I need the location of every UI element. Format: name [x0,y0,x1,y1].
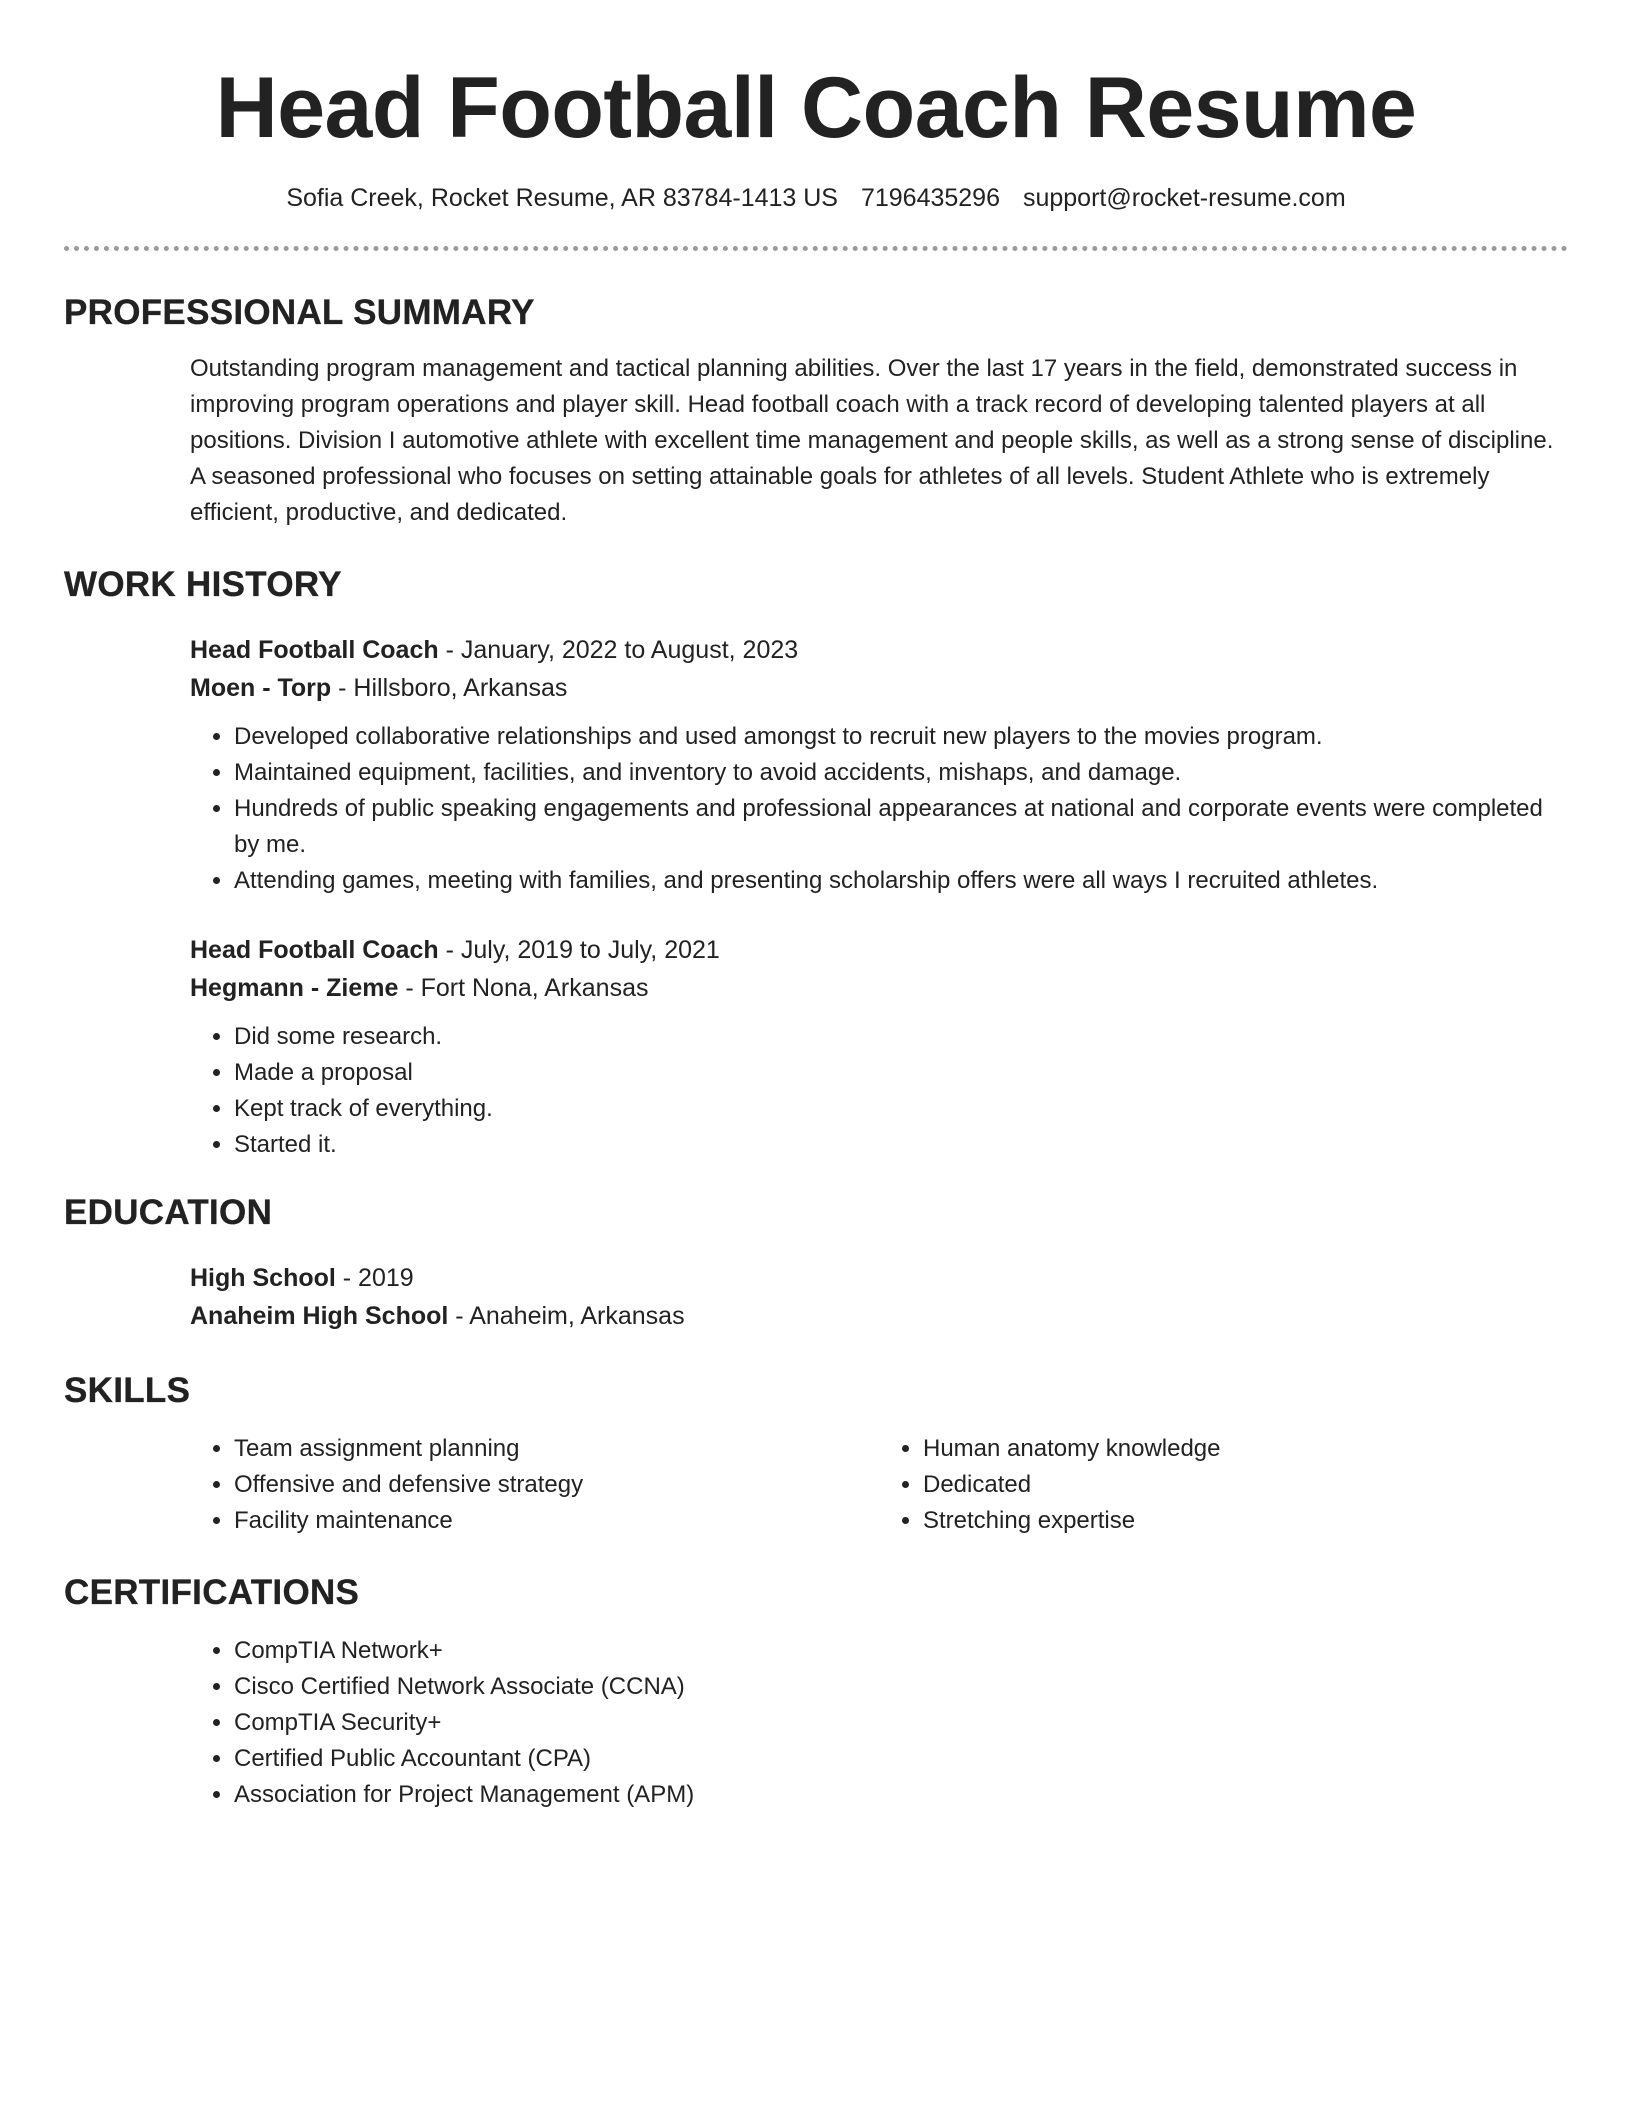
job-company: Moen - Torp [190,674,332,702]
skills-list-left [190,1431,879,1539]
job-entry [190,931,1568,1163]
education-degree: High School [190,1264,336,1292]
summary-text: Outstanding program management and tactical planning abilities. Over the last 17 years in the field, demonstrated success in improving program operations and player skill. Head football coach with a track record of developing talented players at all positions. Division I automotive athlete with excellent time management and people skills, as well as a strong sense of discipline. A seasoned professional who focuses on setting attainable goals for athletes of all levels. Student Athlete who is extremely efficient, productive, and dedicated. [190,355,1554,526]
skills-list-right [879,1431,1568,1539]
contact-address: Sofia Creek, Rocket Resume, AR 83784-1413 US [286,184,838,212]
job-entry [190,631,1568,899]
job-title-line [190,631,1568,669]
job-duties-list [190,1019,1568,1163]
job-duty: • Made a proposal [234,1055,1568,1091]
education-school-line [190,1297,1568,1335]
job-dates: - January, 2022 to August, 2023 [438,636,799,664]
education-school: Anaheim High School [190,1302,449,1330]
certification-item: • CompTIA Network+ [234,1633,1568,1669]
skill-item: • Stretching expertise [923,1503,1568,1539]
skill-item: • Team assignment planning [234,1431,879,1467]
contact-phone: 7196435296 [860,184,1000,212]
skill-item: • Offensive and defensive strategy [234,1467,879,1503]
certifications-list [190,1633,1568,1813]
header-divider [64,246,1568,251]
certification-item: • Certified Public Accountant (CPA) [234,1741,1568,1777]
skills-grid [190,1431,1568,1539]
job-duty: • Did some research. [234,1019,1568,1055]
job-duty: • Maintained equipment, facilities, and inventory to avoid accidents, mishaps, and damage. [234,755,1568,791]
job-duty: • Attending games, meeting with families, and presenting scholarship offers were all ways I recruited athletes. [234,863,1568,899]
skill-item: • Dedicated [923,1467,1568,1503]
summary-heading: PROFESSIONAL SUMMARY [64,293,535,332]
work-history-section [190,631,1568,1163]
certification-item: • CompTIA Security+ [234,1705,1568,1741]
education-heading: EDUCATION [64,1193,273,1232]
job-duty: • Developed collaborative relationships and used amongst to recruit new players to the movies program. [234,719,1568,755]
job-title: Head Football Coach [190,936,439,964]
job-duty: • Hundreds of public speaking engagements and professional appearances at national and corporate events were completed by me. [234,791,1568,863]
skills-heading: SKILLS [64,1371,191,1410]
certification-item: • Association for Project Management (APM) [234,1777,1568,1813]
job-title: Head Football Coach [190,636,439,664]
job-title-line [190,931,1568,969]
job-duties-list [190,719,1568,899]
skills-section [190,1431,1568,1539]
work-history-heading: WORK HISTORY [64,565,342,604]
job-company: Hegmann - Zieme [190,974,399,1002]
education-year: - 2019 [335,1264,414,1292]
job-dates: - July, 2019 to July, 2021 [438,936,720,964]
education-location: - Anaheim, Arkansas [448,1302,685,1330]
education-degree-line [190,1259,1568,1297]
job-location: - Fort Nona, Arkansas [398,974,649,1002]
job-location: - Hillsboro, Arkansas [331,674,568,702]
job-duty: • Kept track of everything. [234,1091,1568,1127]
education-section [190,1259,1568,1335]
certification-item: • Cisco Certified Network Associate (CCNA) [234,1669,1568,1705]
summary-section [190,351,1568,531]
contact-line [64,182,1568,214]
certifications-section [190,1633,1568,1813]
contact-email: support@rocket-resume.com [1022,184,1346,212]
skill-item: • Facility maintenance [234,1503,879,1539]
skill-item: • Human anatomy knowledge [923,1431,1568,1467]
resume-title: Head Football Coach Resume [215,60,1417,156]
job-duty: • Started it. [234,1127,1568,1163]
certifications-heading: CERTIFICATIONS [64,1573,360,1612]
job-company-line [190,669,1568,707]
job-company-line [190,969,1568,1007]
